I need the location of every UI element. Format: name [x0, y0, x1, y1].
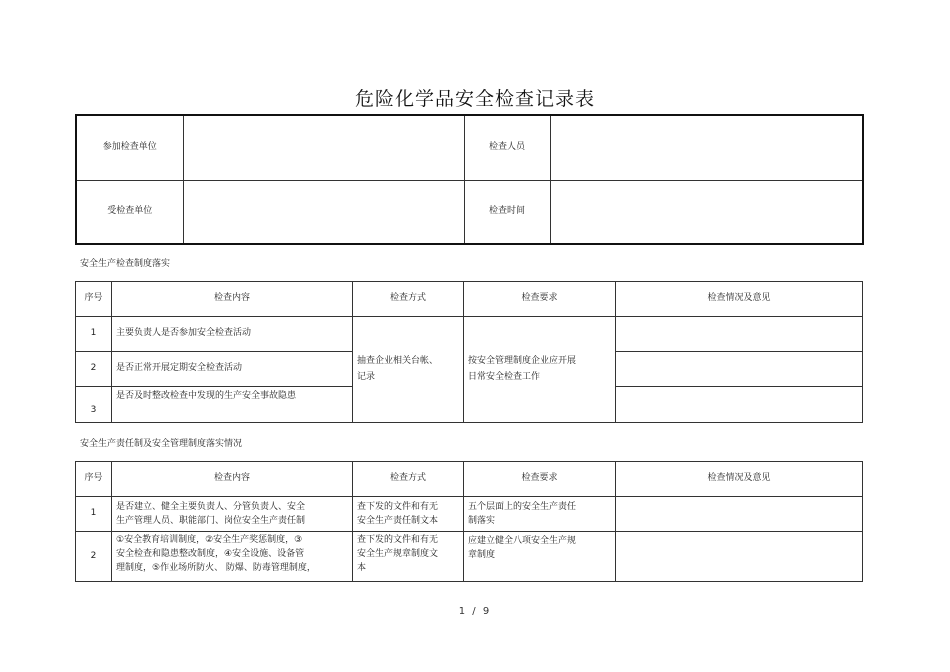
row-number: 2 — [76, 532, 112, 582]
check-content: 是否建立、健全主要负责人、分管负责人、安全 生产管理人员、职能部门、岗位安全生产责任制 — [112, 497, 353, 532]
section-heading: 安全生产责任制及安全管理制度落实情况 — [80, 439, 243, 449]
check-method: 查下发的文件和有无 安全生产责任制文本 — [353, 497, 464, 532]
check-method: 查下发的文件和有无 安全生产规章制度文 本 — [353, 532, 464, 582]
column-header: 检查情况及意见 — [616, 282, 863, 317]
column-header: 检查要求 — [464, 282, 616, 317]
row-number: 1 — [76, 317, 112, 352]
row-number: 1 — [76, 497, 112, 532]
table-row — [76, 497, 863, 532]
check-requirement: 应建立健全八项安全生产规 章制度 — [464, 532, 616, 582]
column-header: 检查方式 — [353, 282, 464, 317]
table-row — [76, 317, 863, 352]
column-header: 检查要求 — [464, 462, 616, 497]
page-title: 危险化学品安全检查记录表 — [354, 88, 595, 110]
inspected-unit-value[interactable] — [183, 180, 464, 244]
inspector-label: 检查人员 — [464, 115, 550, 180]
column-header: 检查方式 — [353, 462, 464, 497]
table-row — [76, 532, 863, 582]
check-content: 是否及时整改检查中发现的生产安全事故隐患 — [112, 387, 353, 423]
check-result-cell[interactable] — [616, 317, 863, 352]
section2-table — [75, 461, 863, 582]
check-content: 是否正常开展定期安全检查活动 — [112, 352, 353, 387]
header-table — [75, 114, 864, 245]
check-content: 主要负责人是否参加安全检查活动 — [112, 317, 353, 352]
page-number: 1 / 9 — [458, 606, 492, 617]
inspector-value[interactable] — [550, 115, 863, 180]
section-heading: 安全生产检查制度落实 — [80, 259, 171, 269]
inspection-time-label: 检查时间 — [464, 180, 550, 244]
check-method: 抽查企业相关台帐、 记录 — [353, 317, 464, 423]
column-header: 检查内容 — [112, 282, 353, 317]
column-header: 检查内容 — [112, 462, 353, 497]
inspecting-unit-label: 参加检查单位 — [76, 115, 183, 180]
row-number: 3 — [76, 387, 112, 423]
row-number: 2 — [76, 352, 112, 387]
column-header: 检查情况及意见 — [616, 462, 863, 497]
check-result-cell[interactable] — [616, 387, 863, 423]
check-requirement: 五个层面上的安全生产责任 制落实 — [464, 497, 616, 532]
check-content: ①安全教育培训制度，②安全生产奖惩制度，③ 安全检查和隐患整改制度，④安全设施、设备管 理制度，⑤作业场所防火、 防爆、防毒管理制度， — [112, 532, 353, 582]
check-result-cell[interactable] — [616, 532, 863, 582]
column-header: 序号 — [76, 282, 112, 317]
column-header: 序号 — [76, 462, 112, 497]
check-result-cell[interactable] — [616, 352, 863, 387]
check-requirement: 按安全管理制度企业应开展 日常安全检查工作 — [464, 317, 616, 423]
section1-table — [75, 281, 863, 423]
inspecting-unit-value[interactable] — [183, 115, 464, 180]
inspected-unit-label: 受检查单位 — [76, 180, 183, 244]
inspection-time-value[interactable] — [550, 180, 863, 244]
check-result-cell[interactable] — [616, 497, 863, 532]
